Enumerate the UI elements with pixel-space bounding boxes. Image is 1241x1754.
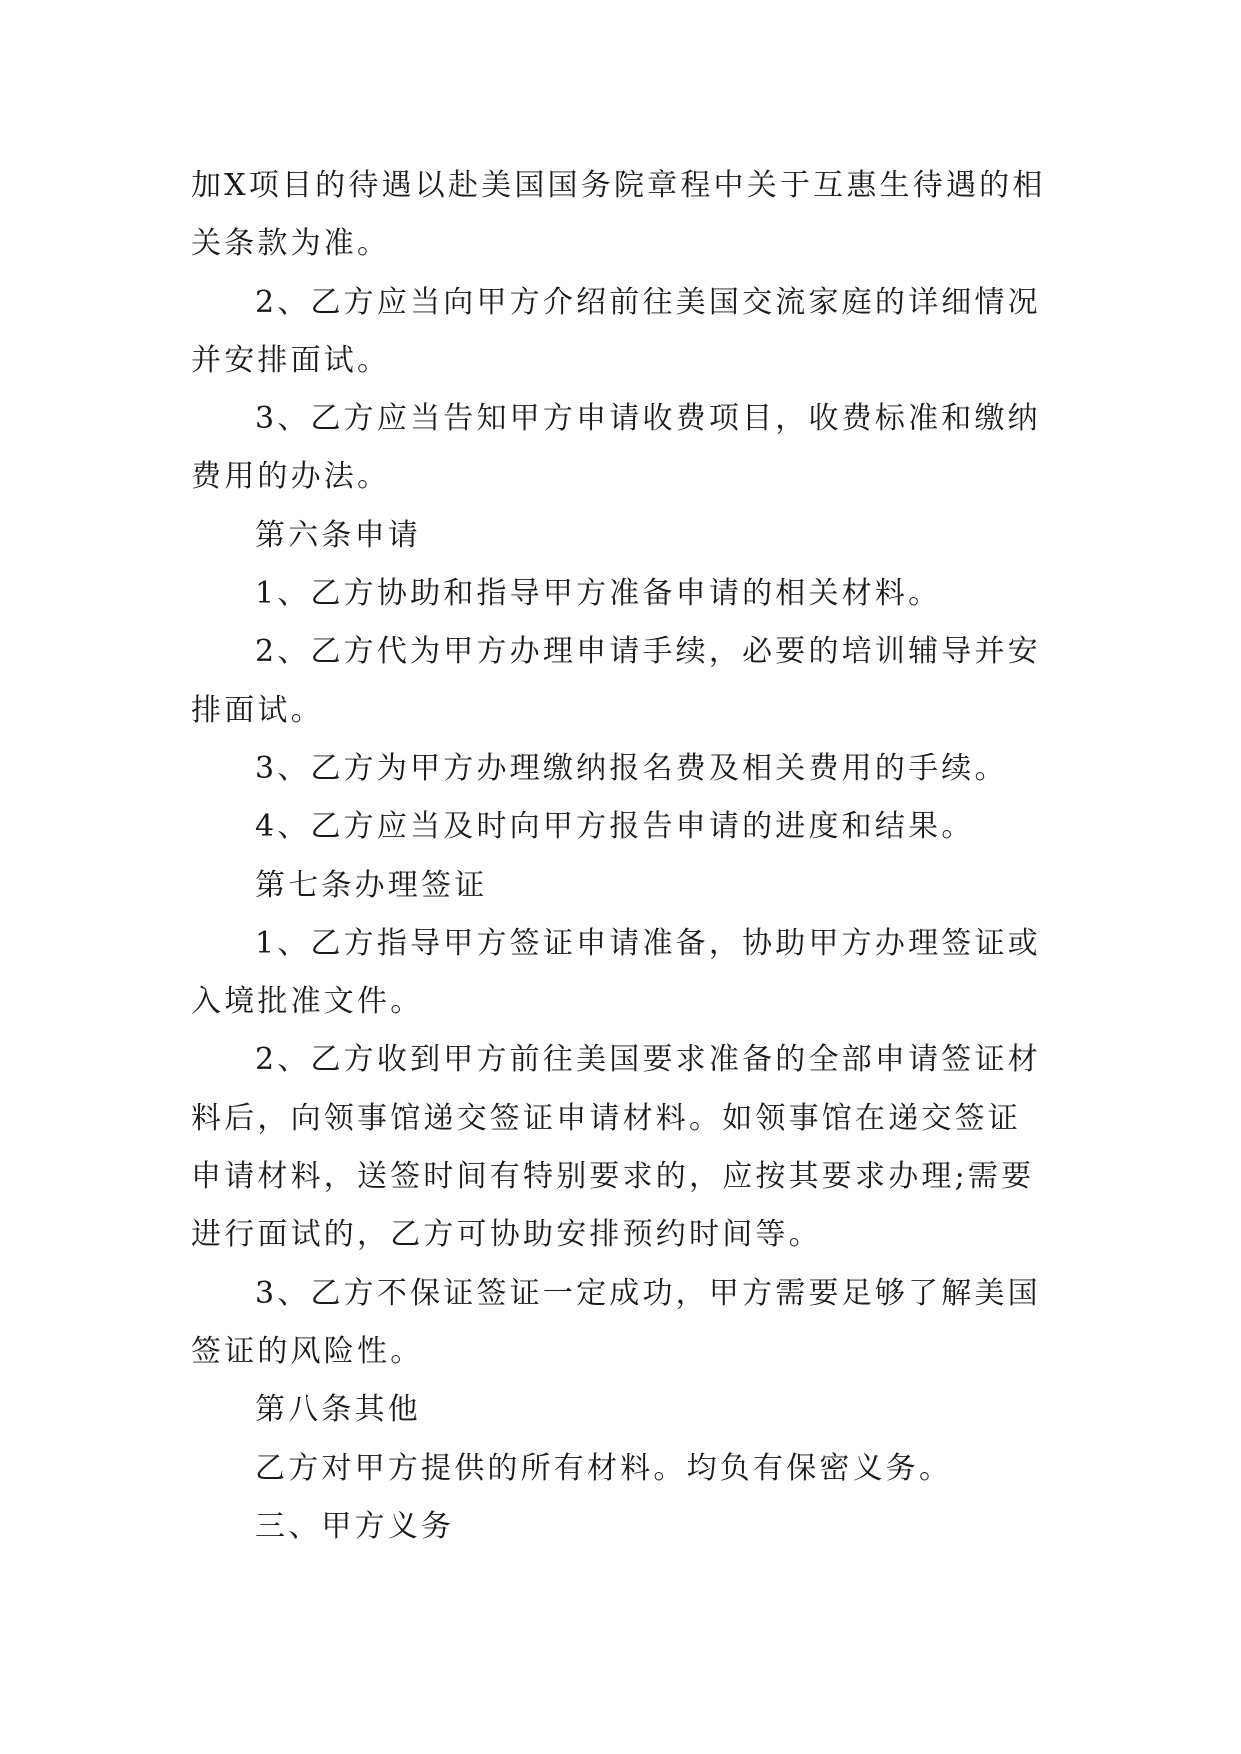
paragraph-continuation: 加X项目的待遇以赴美国国务院章程中关于互惠生待遇的相关条款为准。 — [191, 168, 1046, 262]
paragraph-article-6-item-4: 4、乙方应当及时向甲方报告申请的进度和结果。 — [255, 809, 975, 845]
section-heading-article-7: 第七条办理签证 — [255, 867, 488, 903]
paragraph-article-6-item-1: 1、乙方协助和指导甲方准备申请的相关材料。 — [255, 576, 942, 612]
section-heading-article-6: 第六条申请 — [255, 517, 421, 553]
paragraph-clause-3: 3、乙方应当告知甲方申请收费项目，收费标准和缴纳费用的办法。 — [191, 401, 1041, 495]
section-heading-party-a-obligations: 三、甲方义务 — [255, 1508, 455, 1544]
paragraph-article-7-item-3: 3、乙方不保证签证一定成功，甲方需要足够了解美国签证的风险性。 — [191, 1275, 1041, 1369]
document-body — [191, 157, 1053, 1556]
paragraph-clause-2: 2、乙方应当向甲方介绍前往美国交流家庭的详细情况并安排面试。 — [191, 284, 1041, 378]
paragraph-article-6-item-2: 2、乙方代为甲方办理申请手续，必要的培训辅导并安排面试。 — [191, 634, 1041, 728]
paragraph-article-6-item-3: 3、乙方为甲方办理缴纳报名费及相关费用的手续。 — [255, 750, 1008, 786]
paragraph-article-7-item-2: 2、乙方收到甲方前往美国要求准备的全部申请签证材料后，向领事馆递交签证申请材料。如领事馆在递交签证申请材料，送签时间有特别要求的，应按其要求办理;需要进行面试的，乙方可协助安排预约时间等。 — [191, 1042, 1041, 1253]
section-heading-article-8: 第八条其他 — [255, 1392, 421, 1428]
paragraph-article-8-text: 乙方对甲方提供的所有材料。均负有保密义务。 — [255, 1450, 953, 1486]
paragraph-article-7-item-1: 1、乙方指导甲方签证申请准备，协助甲方办理签证或入境批准文件。 — [191, 925, 1041, 1020]
